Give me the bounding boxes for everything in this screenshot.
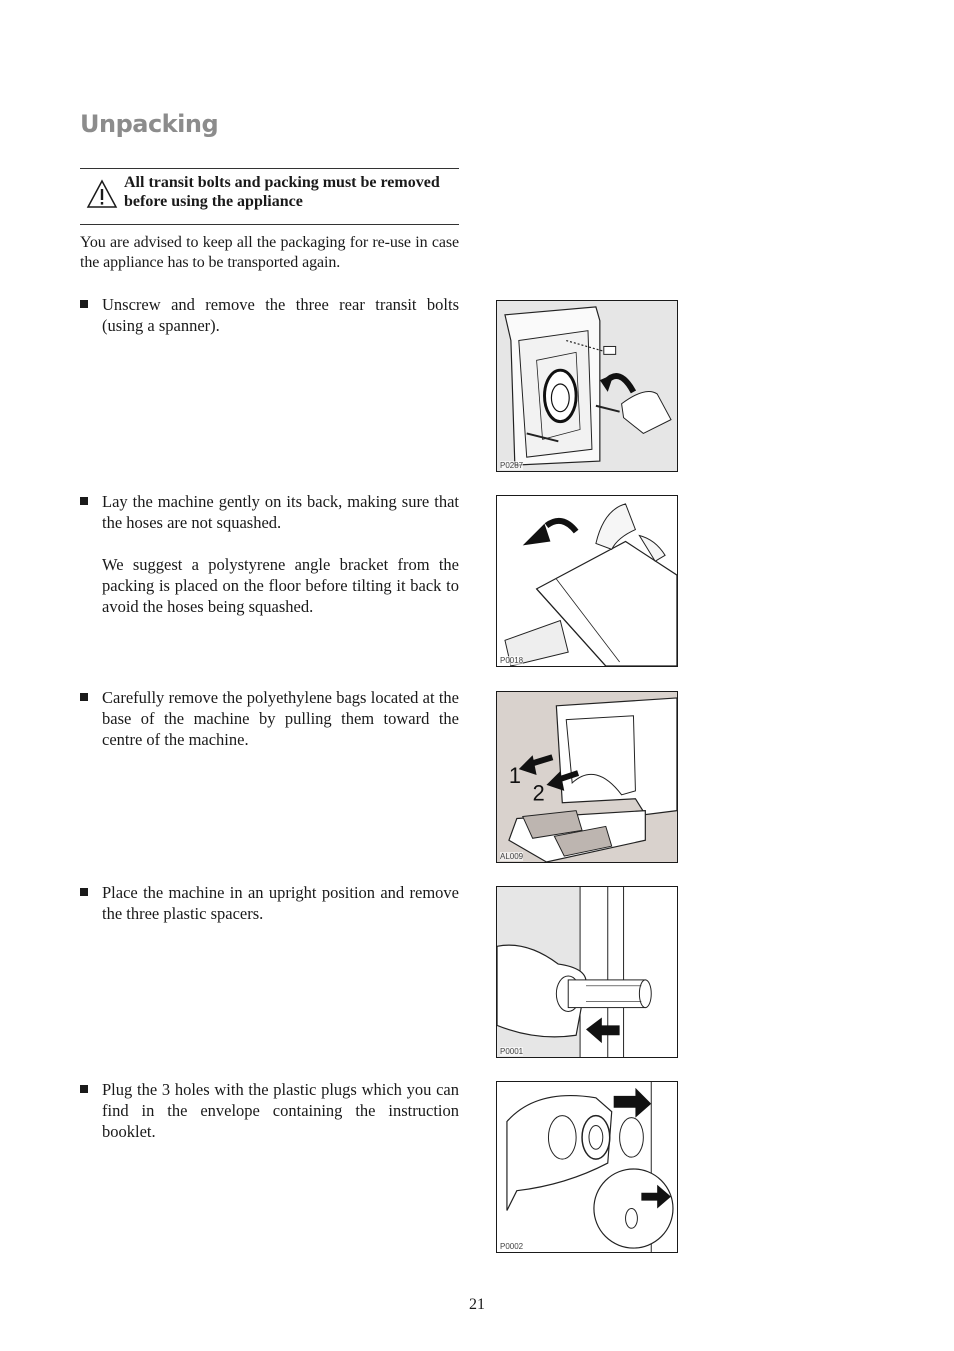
figure-label-1: 1	[508, 762, 522, 788]
step-2-text: Lay the machine gently on its back, making sure that the hoses are not squashed.	[102, 492, 459, 532]
step-5-text: Plug the 3 holes with the plastic plugs which you can find in the envelope containing the instruction booklet.	[102, 1080, 459, 1141]
step-2	[80, 491, 459, 638]
figure-plug-holes	[496, 1081, 678, 1253]
warning-box	[80, 168, 459, 225]
figure-remove-spacers	[496, 886, 678, 1058]
step-4	[80, 882, 459, 945]
step-3-text: Carefully remove the polyethylene bags located at the base of the machine by pulling them toward the centre of the machine.	[102, 688, 459, 749]
page-number: 21	[469, 1296, 485, 1313]
step-1-text: Unscrew and remove the three rear transit bolts (using a spanner).	[102, 295, 459, 335]
square-bullet-icon	[80, 888, 88, 896]
square-bullet-icon	[80, 300, 88, 308]
figure-rear-transit-bolts	[496, 300, 678, 472]
figure-code: P0001	[500, 1047, 524, 1056]
step-4-text: Place the machine in an upright position and remove the three plastic spacers.	[102, 883, 459, 923]
step-1	[80, 294, 459, 357]
square-bullet-icon	[80, 693, 88, 701]
square-bullet-icon	[80, 1085, 88, 1093]
warning-triangle-icon	[86, 179, 118, 209]
figure-code: AL009	[500, 852, 524, 861]
figure-remove-bags	[496, 691, 678, 863]
page-title: Unpacking	[80, 110, 219, 138]
figure-code: P0287	[500, 461, 524, 470]
step-3	[80, 687, 459, 771]
warning-text: All transit bolts and packing must be removed before using the appliance	[124, 174, 440, 210]
figure-lay-machine-back	[496, 495, 678, 667]
square-bullet-icon	[80, 497, 88, 505]
figure-code: P0018	[500, 656, 524, 665]
step-2-note: We suggest a polystyrene angle bracket from the packing is placed on the floor before tilting it back to avoid the hoses being squashed.	[102, 555, 459, 616]
figure-code: P0002	[500, 1242, 524, 1251]
figure-label-2: 2	[532, 780, 545, 806]
intro-text: You are advised to keep all the packaging for re-use in case the appliance has to be transported again.	[80, 234, 459, 271]
step-5	[80, 1079, 459, 1163]
